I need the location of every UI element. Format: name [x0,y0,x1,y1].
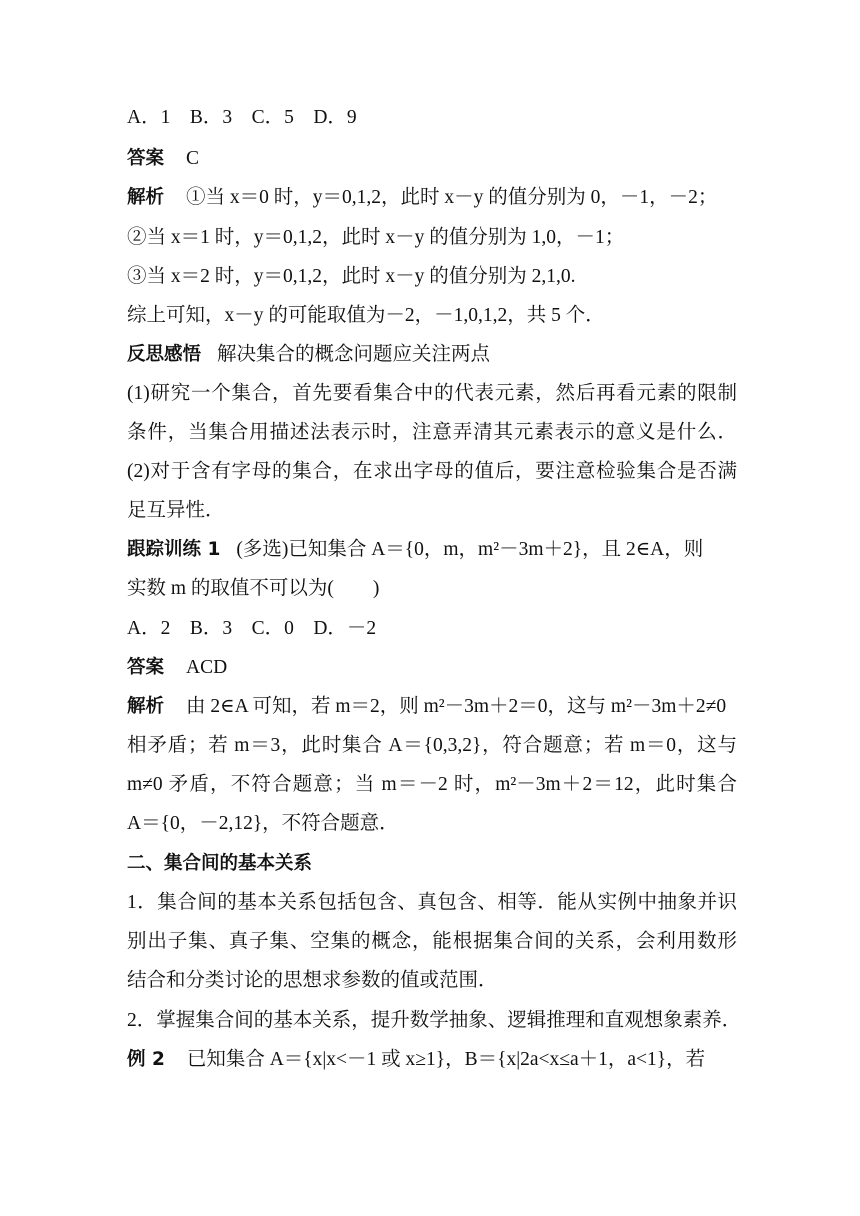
analysis2-line-4: A＝{0，－2,12}，不符合题意． [127,813,399,834]
goal-line-2: 别出子集、真子集、空集的概念，能根据集合间的关系，会利用数形 [127,931,737,952]
reflection-heading [127,342,737,368]
example-text: 已知集合 A＝{x|x<－1 或 x≥1}，B＝{x|2a<x≤a＋1，a<1}，若 [186,1049,706,1070]
reflection-label: 反思感悟 [127,344,202,365]
analysis-label-2: 解析 [127,696,165,717]
options-line-1: A．1 B．3 C．5 D．9 [127,107,357,128]
goal-line-4: 2．掌握集合间的基本关系，提升数学抽象、逻辑推理和直观想象素养． [127,1010,742,1031]
reflection-text: 解决集合的概念问题应关注两点 [217,344,491,365]
answer-value-2: ACD [186,657,228,678]
analysis-line-3: ③当 x＝2 时，y＝0,1,2，此时 x－y 的值分别为 2,1,0. [127,266,576,287]
goal-line-1: 1．集合间的基本关系包括包含、真包含、相等．能从实例中抽象并识 [127,892,737,913]
reflection-line-4: 足互异性． [127,500,225,521]
reflection-line-2: 条件，当集合用描述法表示时，注意弄清其元素表示的意义是什么． [127,422,737,443]
goal-line-3: 结合和分类讨论的思想求参数的值或范围． [127,970,498,991]
analysis2-line-1 [127,694,737,720]
analysis-line-4: 综上可知，x－y 的可能取值为－2，－1,0,1,2，共 5 个． [127,305,605,326]
section-heading [127,851,737,877]
answer-value: C [186,148,200,169]
analysis-text: ①当 x＝0 时，y＝0,1,2，此时 x－y 的值分别为 0，－1，－2； [186,187,718,208]
analysis-line-2: ②当 x＝1 时，y＝0,1,2，此时 x－y 的值分别为 1,0，－1； [127,227,625,248]
example-line-1 [127,1047,737,1073]
answer-line-2 [127,655,737,681]
options-line-2: A．2 B．3 C．0 D．－2 [127,618,377,639]
analysis2-line-2: 相矛盾；若 m＝3，此时集合 A＝{0,3,2}，符合题意；若 m＝0，这与 [127,735,737,756]
exercise-label: 跟踪训练 1 [127,539,221,560]
reflection-line-3: (2)对于含有字母的集合，在求出字母的值后，要注意检验集合是否满 [127,461,737,482]
analysis-line-1 [127,185,737,211]
reflection-line-1: (1)研究一个集合，首先要看集合中的代表元素，然后再看元素的限制 [127,383,737,404]
example-label: 例 2 [127,1049,165,1070]
analysis2-line-3: m≠0 矛盾，不符合题意；当 m＝－2 时，m²－3m＋2＝12，此时集合 [127,774,737,795]
analysis-label: 解析 [127,187,165,208]
exercise-text: (多选)已知集合 A＝{0，m，m²－3m＋2}，且 2∈A，则 [236,539,704,560]
answer-label: 答案 [127,148,165,169]
exercise-line-2: 实数 m 的取值不可以为( ) [127,578,380,599]
exercise-line-1 [127,537,737,563]
section-title: 二、集合间的基本关系 [127,853,313,874]
answer-label-2: 答案 [127,657,165,678]
analysis2-text: 由 2∈A 可知，若 m＝2，则 m²－3m＋2＝0，这与 m²－3m＋2≠0 [186,696,727,717]
answer-line-1 [127,146,737,172]
